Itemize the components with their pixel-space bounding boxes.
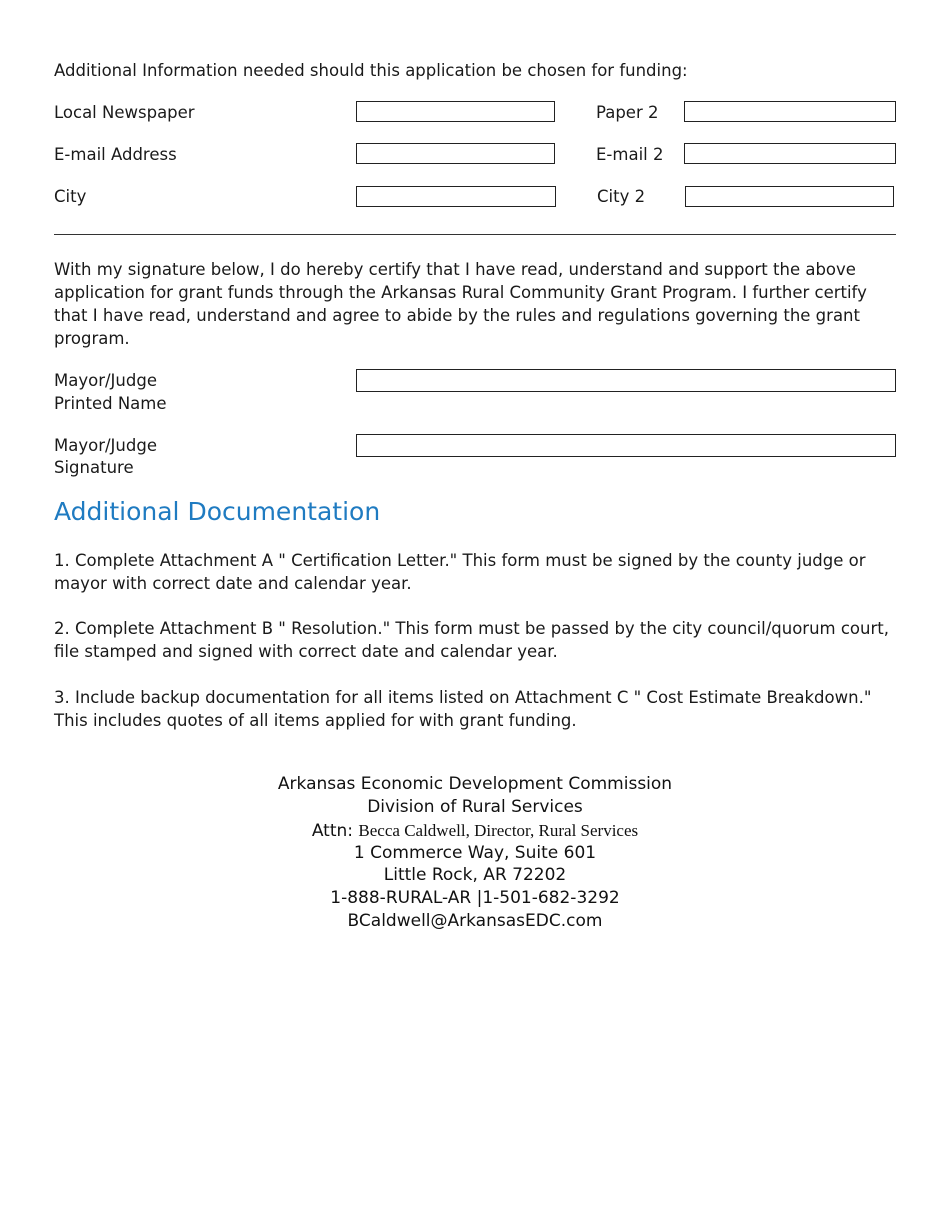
printed-name-label-line2: Printed Name bbox=[54, 394, 167, 413]
address-city: Little Rock, AR 72202 bbox=[383, 865, 567, 885]
address-attn-label: Attn: bbox=[311, 821, 354, 841]
documentation-item-2: 2. Complete Attachment B " Resolution." This form must be passed by the city council/quorum court, file stamped and signed with correct date and calendar year. bbox=[54, 619, 889, 661]
address-phone: 1-888-RURAL-AR |1-501-682-3292 bbox=[330, 888, 620, 908]
address-division: Division of Rural Services bbox=[367, 797, 583, 817]
paper2-input[interactable] bbox=[684, 101, 896, 122]
section-divider bbox=[54, 234, 896, 235]
address-attn bbox=[0, 819, 950, 843]
certification-text: With my signature below, I do hereby certify that I have read, understand and support the above application for grant funds through the Arkansas Rural Community Grant Program. I further certify that I have read, understand and agree to abide by the rules and regulations governing the grant program. bbox=[54, 260, 867, 348]
address-attn-name: Becca Caldwell, Director, Rural Services bbox=[358, 821, 639, 840]
intro-text: Additional Information needed should this application be chosen for funding: bbox=[54, 61, 688, 80]
additional-documentation-heading: Additional Documentation bbox=[54, 497, 381, 526]
email2-input[interactable] bbox=[684, 143, 896, 164]
city2-label: City 2 bbox=[597, 187, 646, 206]
documentation-item-3: 3. Include backup documentation for all items listed on Attachment C " Cost Estimate Breakdown." This includes quotes of all items applied for with grant funding. bbox=[54, 688, 872, 730]
documentation-item-1: 1. Complete Attachment A " Certification Letter." This form must be signed by the county judge or mayor with correct date and calendar year. bbox=[54, 551, 866, 593]
email-label: E-mail Address bbox=[54, 145, 177, 164]
email-input[interactable] bbox=[356, 143, 555, 164]
signature-label-line2: Signature bbox=[54, 458, 134, 477]
paper2-label: Paper 2 bbox=[596, 103, 659, 122]
address-org: Arkansas Economic Development Commission bbox=[277, 774, 673, 794]
city-input[interactable] bbox=[356, 186, 556, 207]
printed-name-label-line1: Mayor/Judge bbox=[54, 371, 157, 390]
address-email[interactable]: BCaldwell@ArkansasEDC.com bbox=[347, 911, 603, 931]
address-street: 1 Commerce Way, Suite 601 bbox=[353, 843, 597, 863]
city2-input[interactable] bbox=[685, 186, 894, 207]
local-newspaper-label: Local Newspaper bbox=[54, 103, 195, 122]
local-newspaper-input[interactable] bbox=[356, 101, 555, 122]
printed-name-input[interactable] bbox=[356, 369, 896, 392]
city-label: City bbox=[54, 187, 87, 206]
signature-label-line1: Mayor/Judge bbox=[54, 436, 157, 455]
signature-input[interactable] bbox=[356, 434, 896, 457]
email2-label: E-mail 2 bbox=[596, 145, 664, 164]
